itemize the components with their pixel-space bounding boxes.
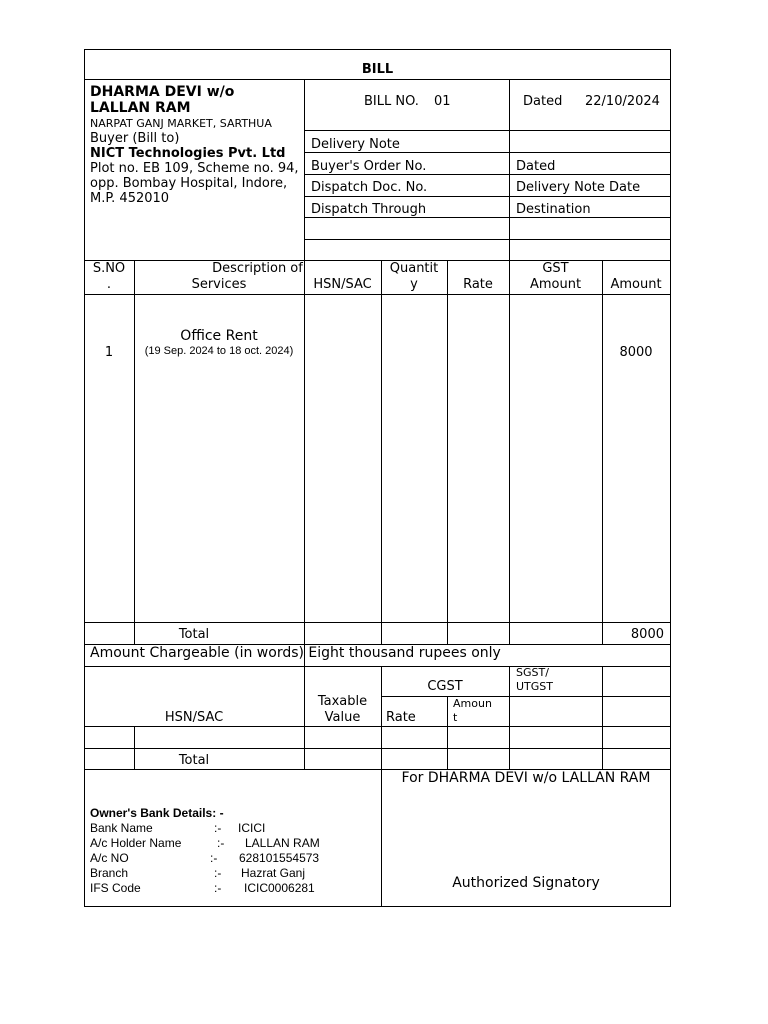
- dispatch-doc-no-label: Dispatch Doc. No.: [311, 180, 428, 195]
- tax-col-rate: Rate: [386, 710, 416, 725]
- dispatch-through-label: Dispatch Through: [311, 202, 427, 217]
- grid-line: [84, 666, 671, 667]
- col-quantity-line1: Quantit: [389, 261, 439, 276]
- dated-value: 22/10/2024: [585, 94, 660, 109]
- bank-separator: :-: [214, 821, 222, 835]
- tax-total-label: Total: [178, 753, 210, 768]
- bank-label: A/c NO: [90, 851, 129, 865]
- seller-name-line2: LALLAN RAM: [90, 100, 191, 116]
- signature-for-text: For DHARMA DEVI w/o LALLAN RAM: [401, 770, 651, 786]
- bill-document: [84, 49, 670, 906]
- bank-separator: :-: [210, 851, 218, 865]
- bank-heading: Owner's Bank Details: -: [90, 806, 224, 820]
- grid-line: [447, 260, 448, 645]
- grid-line: [304, 130, 671, 131]
- bank-separator: :-: [214, 866, 222, 880]
- col-sno-line2: .: [106, 277, 112, 292]
- col-rate: Rate: [463, 277, 493, 292]
- tax-col-taxable-line2: Value: [324, 710, 361, 725]
- item-amount: 8000: [619, 345, 653, 360]
- seller-name-line1: DHARMA DEVI w/o: [90, 84, 235, 100]
- grid-line: [304, 239, 671, 240]
- bank-label: A/c Holder Name: [90, 836, 182, 850]
- buyer-address-line3: M.P. 452010: [90, 191, 170, 206]
- bank-separator: :-: [214, 881, 222, 895]
- grid-line: [84, 748, 671, 749]
- grid-line: [602, 666, 603, 770]
- bank-value: LALLAN RAM: [245, 836, 320, 850]
- grid-line: [304, 196, 671, 197]
- bank-value: 628101554573: [239, 851, 320, 865]
- bank-label: Branch: [90, 866, 129, 880]
- grid-line: [304, 79, 305, 770]
- grid-line: [381, 696, 671, 697]
- col-gst-line2: Amount: [529, 277, 582, 292]
- grid-line: [84, 79, 671, 80]
- col-sno-line1: S.NO: [92, 261, 126, 276]
- item-description: Office Rent: [180, 328, 258, 344]
- amount-in-words: Amount Chargeable (in words) Eight thousand rupees only: [90, 645, 501, 661]
- bank-separator: :-: [217, 836, 225, 850]
- grid-line: [84, 726, 671, 727]
- col-quantity-line2: y: [410, 277, 418, 292]
- col-gst-line1: GST: [542, 261, 569, 276]
- grid-line: [84, 622, 671, 623]
- destination-label: Destination: [516, 202, 591, 217]
- grid-line: [134, 260, 135, 645]
- buyer-address-line2: opp. Bombay Hospital, Indore,: [90, 176, 288, 191]
- border-top: [84, 49, 671, 50]
- buyers-order-no-label: Buyer's Order No.: [311, 159, 427, 174]
- grid-line: [509, 79, 510, 261]
- item-period: (19 Sep. 2024 to 18 oct. 2024): [144, 345, 294, 357]
- tax-col-cgst: CGST: [427, 679, 463, 694]
- delivery-note-date-label: Delivery Note Date: [516, 180, 641, 195]
- col-hsn: HSN/SAC: [313, 277, 372, 292]
- tax-col-hsn: HSN/SAC: [164, 710, 224, 725]
- grid-line: [304, 174, 671, 175]
- tax-col-sgst-line1: SGST/: [516, 666, 549, 679]
- buyer-label: Buyer (Bill to): [90, 131, 180, 146]
- grid-line: [304, 217, 671, 218]
- grid-line: [381, 260, 382, 645]
- total-label: Total: [178, 627, 210, 642]
- authorized-signatory: Authorized Signatory: [452, 875, 600, 891]
- border-left: [84, 49, 85, 907]
- col-amount: Amount: [610, 277, 662, 292]
- grid-line: [447, 696, 448, 770]
- bill-no-value: 01: [434, 94, 451, 109]
- tax-col-amount-line1: Amoun: [453, 697, 492, 710]
- order-dated-label: Dated: [516, 159, 556, 174]
- border-bottom: [84, 906, 671, 907]
- delivery-note-label: Delivery Note: [311, 137, 400, 152]
- bank-label: IFS Code: [90, 881, 141, 895]
- tax-col-amount-line2: t: [453, 711, 458, 724]
- bank-value: ICICI: [238, 821, 266, 835]
- grid-line: [304, 152, 671, 153]
- seller-address: NARPAT GANJ MARKET, SARTHUA: [90, 117, 272, 130]
- item-sno: 1: [104, 345, 114, 360]
- buyer-address-line1: Plot no. EB 109, Scheme no. 94,: [90, 161, 299, 176]
- grid-line: [509, 260, 510, 645]
- bank-label: Bank Name: [90, 821, 153, 835]
- bank-value: ICIC0006281: [244, 881, 315, 895]
- grid-line: [509, 666, 510, 770]
- tax-col-taxable-line1: Taxable: [317, 694, 368, 709]
- tax-col-sgst-line2: UTGST: [516, 680, 553, 693]
- grid-line: [602, 260, 603, 645]
- col-description-line2: Services: [191, 277, 247, 292]
- grid-line: [84, 294, 671, 295]
- col-description-line1: Description of: [212, 261, 303, 276]
- total-amount: 8000: [630, 627, 664, 642]
- bank-value: Hazrat Ganj: [241, 866, 306, 880]
- bill-title: BILL: [361, 62, 394, 77]
- dated-label: Dated: [523, 94, 563, 109]
- grid-line: [381, 666, 382, 907]
- bill-no-label: BILL NO.: [364, 94, 419, 109]
- buyer-name: NICT Technologies Pvt. Ltd: [90, 146, 286, 161]
